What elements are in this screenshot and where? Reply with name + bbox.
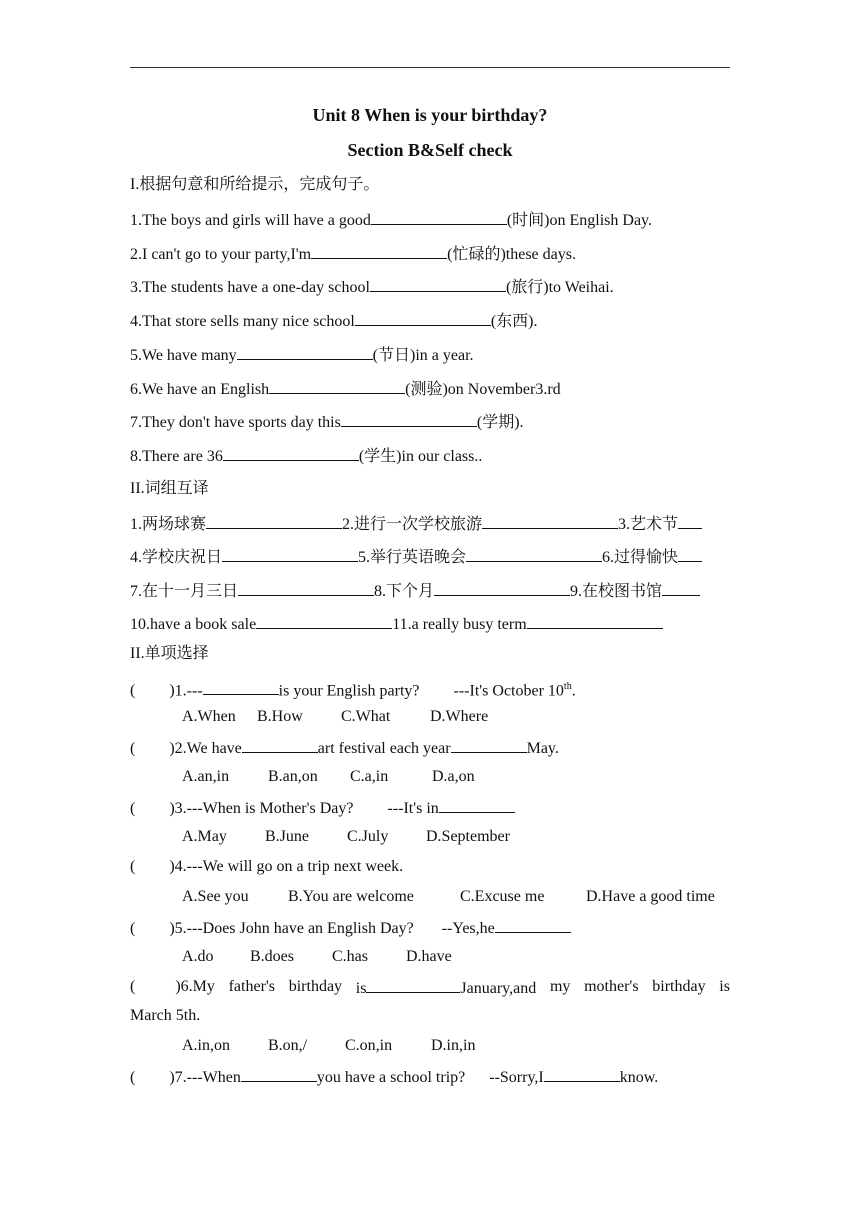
option[interactable]: D.have [406, 948, 452, 965]
answer-blank[interactable] [451, 737, 527, 753]
answer-bracket[interactable]: ( ) [130, 682, 175, 700]
option[interactable]: A.See you [182, 888, 249, 905]
answer-blank[interactable] [495, 917, 571, 933]
fill-item: 7.They don't have sports day this (学期). [130, 411, 524, 433]
option[interactable]: B.an,on [268, 768, 318, 785]
fill-item: 5.We have many (节日)in a year. [130, 344, 474, 366]
option[interactable]: B.You are welcome [288, 888, 414, 905]
fill-item: 2.I can't go to your party,I'm (忙碌的)these days. [130, 243, 576, 265]
mc-options [182, 947, 452, 967]
answer-blank[interactable] [222, 546, 358, 562]
option[interactable]: D.Where [430, 708, 489, 725]
mc-question: ( )7.---When you have a school trip? --Sorry,I know. [130, 1066, 658, 1088]
option[interactable]: D.Have a good time [586, 888, 715, 905]
answer-blank[interactable] [466, 546, 602, 562]
mc-question: ( )5.---Does John have an English Day? --Yes,he [130, 917, 571, 939]
answer-blank[interactable] [341, 411, 477, 427]
answer-blank[interactable] [269, 378, 405, 394]
option[interactable]: C.has [332, 948, 368, 965]
option[interactable]: C.on,in [345, 1037, 393, 1054]
option[interactable]: D.September [426, 828, 510, 845]
phrase-row: 7.在十一月三日 8.下个月 9.在校图书馆 [130, 580, 700, 602]
answer-bracket[interactable]: ( ) [130, 800, 175, 817]
answer-blank[interactable] [203, 679, 279, 695]
mc-options [182, 887, 715, 907]
answer-blank[interactable] [355, 310, 491, 326]
answer-blank[interactable] [527, 613, 663, 629]
answer-blank[interactable] [241, 1066, 317, 1082]
phrase-row: 1.两场球赛 2.进行一次学校旅游 3.艺术节 [130, 513, 702, 535]
answer-blank[interactable] [439, 797, 515, 813]
option[interactable]: B.on,/ [268, 1037, 308, 1054]
option[interactable]: D.in,in [431, 1037, 476, 1054]
option[interactable]: A.an,in [182, 768, 230, 785]
answer-blank[interactable] [242, 737, 318, 753]
answer-blank[interactable] [678, 546, 702, 562]
page-subtitle: Section B&Self check [347, 140, 513, 160]
fill-item: 8.There are 36 (学生)in our class.. [130, 445, 482, 467]
answer-bracket[interactable]: ( ) [130, 920, 175, 937]
answer-blank[interactable] [370, 276, 506, 292]
mc-question: ( )2.We have art festival each year May. [130, 737, 559, 759]
answer-bracket[interactable]: ( )6.My [130, 978, 215, 995]
mc-question: ( )3.---When is Mother's Day? ---It's in [130, 797, 515, 819]
answer-blank[interactable] [366, 977, 460, 993]
part2-heading: II.词组互译 [130, 480, 209, 497]
option[interactable]: C.Excuse me [460, 888, 545, 905]
answer-blank[interactable] [223, 445, 359, 461]
option[interactable]: B.How [257, 708, 303, 725]
option[interactable]: A.do [182, 948, 214, 965]
phrase-row: 10.have a book sale 11.a really busy term [130, 613, 663, 635]
mc-options [182, 707, 488, 727]
option[interactable]: B.does [250, 948, 294, 965]
mc-options [182, 827, 510, 847]
answer-blank[interactable] [662, 580, 700, 596]
answer-blank[interactable] [237, 344, 373, 360]
option[interactable]: C.What [341, 708, 391, 725]
fill-item: 6.We have an English (测验)on November3.rd [130, 378, 561, 400]
answer-blank[interactable] [371, 209, 507, 225]
answer-bracket[interactable]: ( ) [130, 1069, 175, 1086]
mc-question: ( )4.---We will go on a trip next week. [130, 858, 404, 875]
option[interactable]: D.a,on [432, 768, 475, 785]
part3-heading: II.单项选择 [130, 645, 209, 662]
mc-question: ( )6.My father's birthday is January,and my mother's birthday is [130, 978, 730, 997]
fill-item: 3.The students have a one-day school (旅行)to Weihai. [130, 276, 614, 298]
answer-blank[interactable] [256, 613, 392, 629]
answer-bracket[interactable]: ( ) [130, 740, 175, 757]
option[interactable]: A.in,on [182, 1037, 230, 1054]
answer-blank[interactable] [434, 580, 570, 596]
mc-options [182, 1036, 475, 1056]
answer-blank[interactable] [482, 513, 618, 529]
option[interactable]: A.When [182, 708, 236, 725]
mc-question-cont: March 5th. [130, 1007, 201, 1024]
answer-blank[interactable] [311, 243, 447, 259]
answer-blank[interactable] [544, 1066, 620, 1082]
answer-blank[interactable] [206, 513, 342, 529]
phrase-row: 4.学校庆祝日 5.举行英语晚会 6.过得愉快 [130, 546, 702, 568]
mc-options [182, 767, 475, 787]
option[interactable]: C.a,in [350, 768, 389, 785]
answer-blank[interactable] [678, 513, 702, 529]
option[interactable]: C.July [347, 828, 389, 845]
mc-question: ( )1.--- is your English party? ---It's October 10th. [130, 681, 576, 700]
option[interactable]: A.May [182, 828, 227, 845]
page-title: Unit 8 When is your birthday? [312, 105, 548, 125]
option[interactable]: B.June [265, 828, 309, 845]
answer-bracket[interactable]: ( ) [130, 858, 175, 875]
fill-item: 4.That store sells many nice school (东西). [130, 310, 538, 332]
top-rule [130, 67, 730, 68]
fill-item: 1.The boys and girls will have a good (时间)on English Day. [130, 209, 652, 231]
answer-blank[interactable] [238, 580, 374, 596]
part1-heading: I.根据句意和所给提示，完成句子。 [130, 176, 380, 193]
